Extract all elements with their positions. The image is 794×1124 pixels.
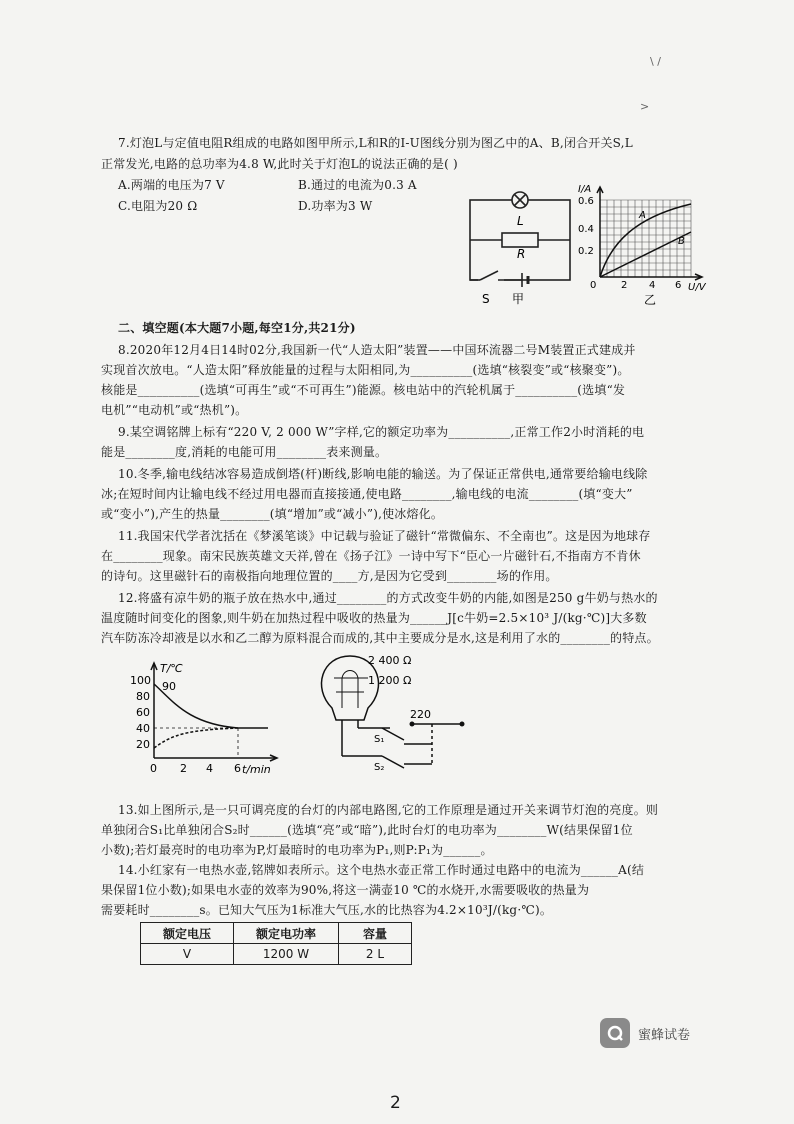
q8-line: 8.2020年12月4日14时02分,我国新一代“人造太阳”装置——中国环流器二号M装置正式建成并: [118, 343, 636, 357]
q11-line: 在________现象。南宋民族英雄文天祥,曾在《扬子江》一诗中写下“臣心一片磁针石,不指南方不肯休: [101, 549, 641, 563]
q7-option-a: A.两端的电压为7 V: [118, 178, 225, 192]
section-heading: 二、填空题(本大题7小题,每空1分,共21分): [118, 321, 356, 335]
q8-line: 电机”“电动机”或“热机”)。: [101, 403, 248, 417]
q8-line: 实现首次放电。“人造太阳”释放能量的过程与太阳相同,为__________(选填“核裂变”或“核聚变”)。: [101, 363, 630, 377]
scan-mark: \ /: [650, 55, 661, 68]
x-tick: 2: [621, 280, 628, 291]
q12-line: 温度随时间变化的图象,则牛奶在加热过程中吸收的热量为______J[c牛奶=2.5×10³ J/(kg·℃)]大多数: [101, 611, 647, 625]
q8-line: 核能是__________(选填“可再生”或“不可再生”)能源。核电站中的汽轮机属于__________(选填“发: [101, 383, 626, 397]
resistor1-label: 2 400 Ω: [368, 654, 412, 667]
y-tick: 100: [130, 674, 151, 687]
lamp-circuit-diagram: [312, 648, 472, 778]
brand-name: 蜜蜂试卷: [638, 1027, 691, 1043]
q14-line: 14.小红家有一电热水壶,铭牌如表所示。这个电热水壶正常工作时通过电路中的电流为______A(结: [118, 863, 645, 877]
switch-s1-label: S₁: [374, 734, 385, 745]
q13-line: 小数);若灯最亮时的电功率为P,灯最暗时的电功率为P₁,则P:P₁为______。: [101, 843, 493, 857]
label-90: 90: [162, 680, 176, 693]
voltage-label: 220: [410, 708, 431, 721]
q7-stem-line2: 正常发光,电路的总功率为4.8 W,此时关于灯泡L的说法正确的是( ): [101, 157, 458, 171]
y-tick: 0.4: [578, 224, 594, 235]
resistor-symbol: [502, 233, 538, 247]
x-tick: 6: [675, 280, 682, 291]
switch-s2: [382, 756, 404, 768]
x-tick: 4: [649, 280, 656, 291]
table-header: 额定电压: [141, 923, 234, 944]
nameplate-table: [140, 922, 412, 965]
q13-line: 单独闭合S₁比单独闭合S₂时______(选填“亮”或“暗”),此时台灯的电功率为________W(结果保留1位: [101, 823, 633, 837]
milk-curve: [154, 728, 238, 748]
curve-b-label: B: [678, 236, 685, 247]
lamp-label: L: [517, 214, 524, 228]
y-tick: 20: [136, 738, 150, 751]
q9-line: 9.某空调铭牌上标有“220 V, 2 000 W”字样,它的额定功率为__________,正常工作2小时消耗的电: [118, 425, 645, 439]
brand-logo: [600, 1018, 690, 1048]
circuit-diagram-jia: [462, 185, 580, 310]
q7-option-b: B.通过的电流为0.3 A: [298, 178, 417, 192]
brand-icon: [600, 1018, 630, 1048]
x-axis-label: U/V: [688, 282, 706, 293]
switch-label: S: [482, 292, 490, 306]
q10-line: 10.冬季,输电线结冰容易造成倒塔(杆)断线,影响电能的输送。为了保证正常供电,通常要给输电线除: [118, 467, 648, 481]
q7-stem-line1: 7.灯泡L与定值电阻R组成的电路如图甲所示,L和R的I-U图线分别为图乙中的A、B,闭合开关S,L: [118, 136, 633, 150]
figure-caption-yi: 乙: [644, 293, 657, 307]
table-cell: V: [141, 944, 234, 965]
temperature-time-graph: [128, 656, 288, 776]
scan-mark: >: [640, 100, 650, 113]
y-tick: 80: [136, 690, 150, 703]
q14-line: 果保留1位小数);如果电水壶的效率为90%,将这一满壶10 ℃的水烧开,水需要吸收的热量为: [101, 883, 590, 897]
x-tick: 4: [206, 762, 213, 775]
figure-caption-jia: 甲: [512, 292, 525, 306]
page-number: 2: [390, 1093, 401, 1113]
table-header: 额定电功率: [234, 923, 339, 944]
y-tick: 40: [136, 722, 150, 735]
q14-line: 需要耗时________s。已知大气压为1标准大气压,水的比热容为4.2×10³J/(kg·℃)。: [101, 903, 553, 917]
y-axis-label: T/℃: [160, 662, 183, 675]
table-header: 容量: [339, 923, 412, 944]
y-axis-label: I/A: [578, 184, 592, 195]
q12-line: 汽车防冻冷却液是以水和乙二醇为原料混合而成的,其中主要成分是水,这是利用了水的________的特点。: [101, 631, 659, 645]
table-row: [141, 944, 412, 965]
table-cell: 1200 W: [234, 944, 339, 965]
q7-option-d: D.功率为3 W: [298, 199, 373, 213]
q11-line: 11.我国宋代学者沈括在《梦溪笔谈》中记载与验证了磁针“常微偏东、不全南也”。这是因为地球存: [118, 529, 651, 543]
resistor-label: R: [517, 247, 526, 261]
iu-graph-yi: [576, 182, 716, 312]
q11-line: 的诗句。这里磁针石的南极指向地理位置的____方,是因为它受到________场的作用。: [101, 569, 558, 583]
x-tick: 2: [180, 762, 187, 775]
switch-s2-label: S₂: [374, 762, 385, 773]
x-tick: 6: [234, 762, 241, 775]
q10-line: 或“变小”),产生的热量________(填“增加”或“减小”),使冰熔化。: [101, 507, 444, 521]
x-tick: 0: [150, 762, 157, 775]
q10-line: 冰;在短时间内让输电线不经过用电器而直接接通,使电路________,输电线的电流________(填“变大”: [101, 487, 633, 501]
table-row: [141, 923, 412, 944]
y-tick: 0.2: [578, 246, 594, 257]
q9-line: 能是________度,消耗的电能可用________表来测量。: [101, 445, 388, 459]
switch-s1: [382, 728, 404, 740]
y-tick: 60: [136, 706, 150, 719]
y-tick: 0.6: [578, 196, 594, 207]
table-cell: 2 L: [339, 944, 412, 965]
q13-line: 13.如上图所示,是一只可调亮度的台灯的内部电路图,它的工作原理是通过开关来调节灯泡的亮度。则: [118, 803, 659, 817]
curve-a-label: A: [639, 210, 646, 221]
resistor2-label: 1 200 Ω: [368, 674, 412, 687]
x-axis-label: t/min: [242, 763, 271, 776]
x-tick: 0: [590, 280, 597, 291]
q7-option-c: C.电阻为20 Ω: [118, 199, 198, 213]
q12-line: 12.将盛有凉牛奶的瓶子放在热水中,通过________的方式改变牛奶的内能,如图是250 g牛奶与热水的: [118, 591, 658, 605]
